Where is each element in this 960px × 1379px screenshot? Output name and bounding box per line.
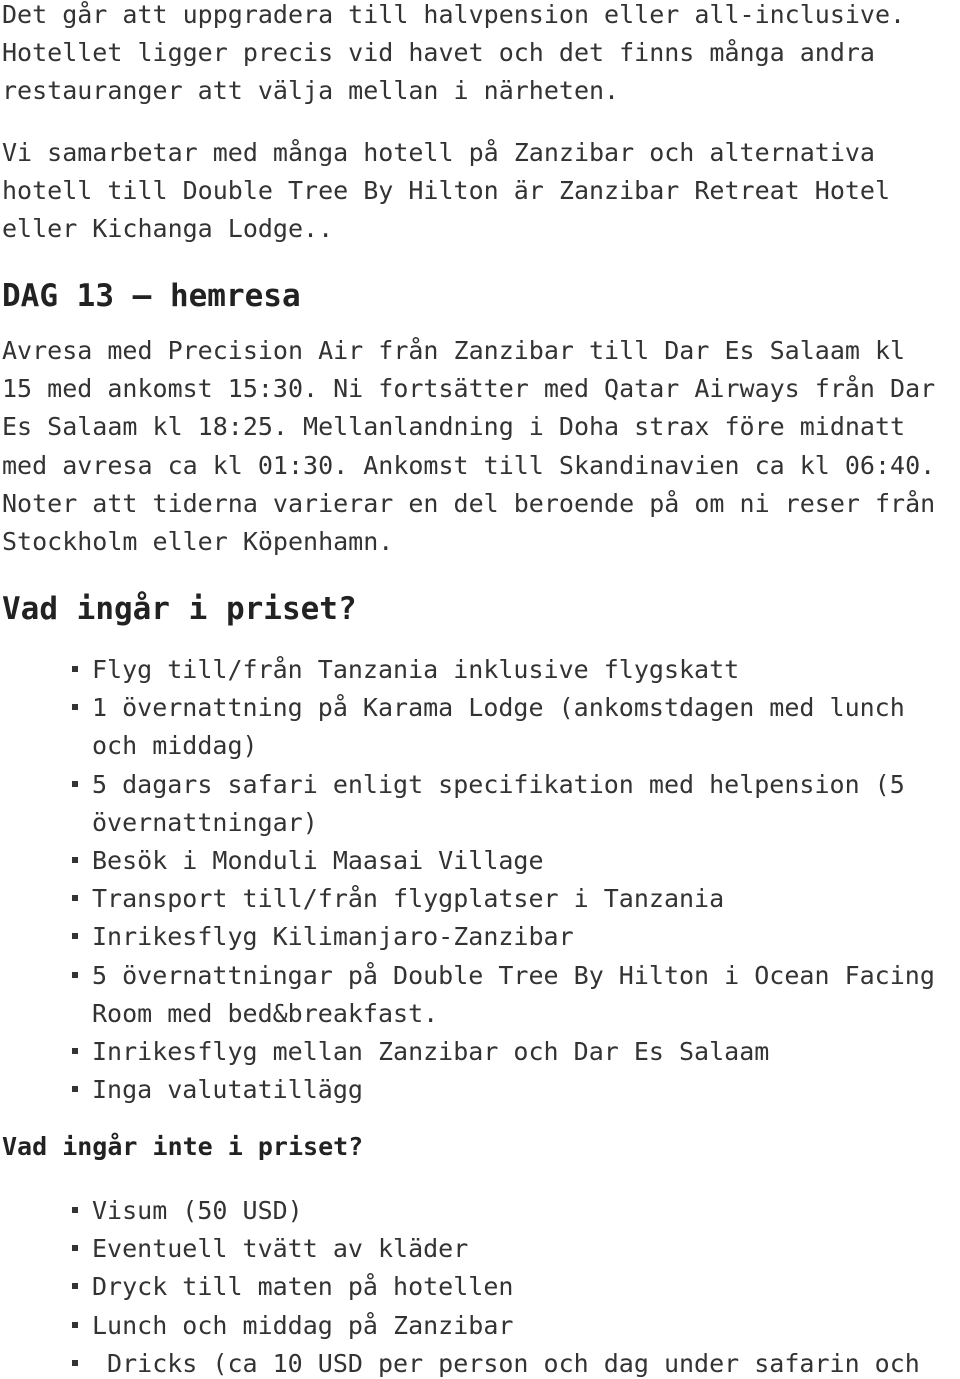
text-line: Stockholm eller Köpenhamn. bbox=[2, 527, 394, 557]
list-item-text: 5 övernattningar på Double Tree By Hilton i Ocean Facing bbox=[92, 960, 935, 990]
square-bullet-icon bbox=[72, 972, 78, 978]
included-heading: Vad ingår i priset? bbox=[2, 591, 357, 627]
list-item bbox=[0, 1071, 960, 1109]
square-bullet-icon bbox=[72, 1283, 78, 1289]
square-bullet-icon bbox=[72, 895, 78, 901]
square-bullet-icon bbox=[72, 781, 78, 787]
list-item bbox=[0, 1230, 960, 1268]
text-line: Noter att tiderna varierar en del beroende på om ni reser från bbox=[2, 488, 936, 518]
text-line: Es Salaam kl 18:25. Mellanlandning i Doha strax före midnatt bbox=[2, 412, 906, 442]
list-item bbox=[0, 1307, 960, 1345]
intro-paragraph bbox=[2, 0, 958, 111]
list-item bbox=[0, 1033, 960, 1071]
list-item-text: Transport till/från flygplatser i Tanzania bbox=[92, 884, 725, 914]
not-included-heading: Vad ingår inte i priset? bbox=[2, 1132, 364, 1161]
list-item bbox=[0, 880, 960, 918]
square-bullet-icon bbox=[72, 1207, 78, 1213]
text-line: hotell till Double Tree By Hilton är Zanzibar Retreat Hotel bbox=[2, 176, 891, 206]
text-line: eller Kichanga Lodge.. bbox=[2, 214, 334, 244]
list-item-text: Visum (50 USD) bbox=[92, 1196, 303, 1225]
square-bullet-icon bbox=[72, 1245, 78, 1251]
not-included-list bbox=[0, 1192, 960, 1379]
list-item-text: Inrikesflyg mellan Zanzibar och Dar Es Salaam bbox=[92, 1037, 770, 1067]
day13-paragraph bbox=[2, 332, 958, 561]
day13-heading: DAG 13 – hemresa bbox=[2, 278, 301, 314]
square-bullet-icon bbox=[72, 933, 78, 939]
square-bullet-icon bbox=[72, 1360, 78, 1366]
text-line: Hotellet ligger precis vid havet och det finns många andra bbox=[2, 38, 875, 68]
list-item bbox=[0, 842, 960, 880]
list-item bbox=[0, 957, 960, 1033]
list-item-text: Inrikesflyg Kilimanjaro-Zanzibar bbox=[92, 922, 574, 952]
square-bullet-icon bbox=[72, 1322, 78, 1328]
list-item bbox=[0, 689, 960, 765]
text-line: 15 med ankomst 15:30. Ni fortsätter med Qatar Airways från Dar bbox=[2, 374, 936, 404]
text-line: med avresa ca kl 01:30. Ankomst till Skandinavien ca kl 06:40. bbox=[2, 450, 936, 480]
square-bullet-icon bbox=[72, 666, 78, 672]
list-item-text: Dricks (ca 10 USD per person och dag under safarin och bbox=[92, 1348, 920, 1378]
square-bullet-icon bbox=[72, 704, 78, 710]
text-line: restauranger att välja mellan i närheten. bbox=[2, 76, 620, 106]
list-item-text: Inga valutatillägg bbox=[92, 1075, 363, 1105]
text-line: Vi samarbetar med många hotell på Zanzibar och alternativa bbox=[2, 138, 875, 167]
list-item-text: övernattningar) bbox=[92, 807, 318, 837]
list-item bbox=[0, 651, 960, 689]
square-bullet-icon bbox=[72, 1048, 78, 1054]
hotels-paragraph bbox=[2, 134, 958, 249]
list-item-text: Lunch och middag på Zanzibar bbox=[92, 1310, 514, 1340]
square-bullet-icon bbox=[72, 1086, 78, 1092]
text-line: Avresa med Precision Air från Zanzibar till Dar Es Salaam kl bbox=[2, 336, 906, 365]
list-item-text: och middag) bbox=[92, 731, 258, 761]
square-bullet-icon bbox=[72, 857, 78, 863]
list-item-text: 1 övernattning på Karama Lodge (ankomstdagen med lunch bbox=[92, 693, 905, 723]
list-item-text: Flyg till/från Tanzania inklusive flygskatt bbox=[92, 655, 740, 684]
text-line: Det går att uppgradera till halvpension eller all-inclusive. bbox=[2, 0, 906, 29]
list-item-text: Room med bed&breakfast. bbox=[92, 998, 439, 1028]
list-item bbox=[0, 918, 960, 956]
included-list bbox=[0, 651, 960, 1109]
list-item-text: Besök i Monduli Maasai Village bbox=[92, 846, 544, 876]
list-item bbox=[0, 1345, 960, 1379]
list-item-text: Dryck till maten på hotellen bbox=[92, 1272, 514, 1302]
list-item bbox=[0, 1268, 960, 1306]
list-item bbox=[0, 1192, 960, 1230]
list-item bbox=[0, 766, 960, 842]
list-item-text: Eventuell tvätt av kläder bbox=[92, 1234, 469, 1264]
list-item-text: 5 dagars safari enligt specifikation med helpension (5 bbox=[92, 769, 905, 799]
